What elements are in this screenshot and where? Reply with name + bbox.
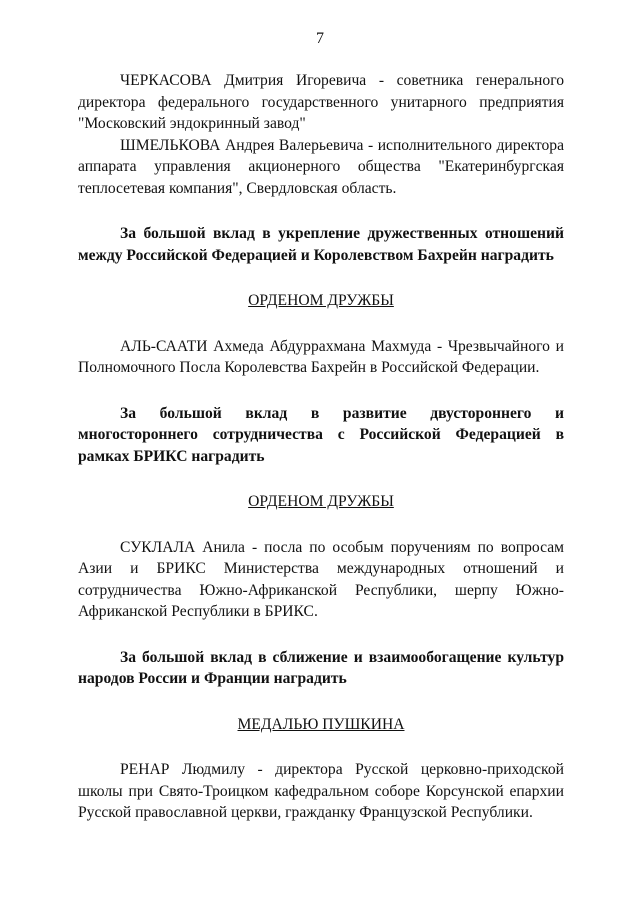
awardee-paragraph: ЧЕРКАСОВА Дмитрия Игоревича - советника генерального директора федерального государственного унитарного предприятия "Московский эндокринный завод": [78, 72, 564, 132]
award-heading-brics: ОРДЕНОМ ДРУЖБЫ: [248, 493, 394, 510]
document-body: [78, 70, 564, 824]
awardee-paragraph-brics: СУКЛАЛА Анила - посла по особым поручениям по вопросам Азии и БРИКС Министерства международных отношений и сотрудничества Южно-Африканской Республики, шерпу Южно-Африканской Республики в БРИКС.: [78, 538, 564, 620]
awardee-paragraph-france: РЕНАР Людмилу - директора Русской церковно-приходской школы при Свято-Троицком кафедральном соборе Корсунской епархии Русской православной церкви, гражданку Французской Республики.: [78, 761, 564, 821]
award-heading-france: МЕДАЛЬЮ ПУШКИНА: [237, 715, 405, 733]
award-heading-bahrain: ОРДЕНОМ ДРУЖБЫ: [248, 292, 394, 309]
awardee-paragraph: ШМЕЛЬКОВА Андрея Валерьевича - исполнительного директора аппарата управления акционерного общества "Екатеринбургская теплосетевая компания", Свердловская область.: [78, 136, 564, 197]
decree-paragraph-france: За большой вклад в сближение и взаимообогащение культур народов России и Франции наградить: [78, 648, 564, 687]
awardee-paragraph-bahrain: АЛЬ-СААТИ Ахмеда Абдуррахмана Махмуда - Чрезвычайного и Полномочного Посла Королевства Бахрейн в Российской Федерации.: [78, 337, 564, 376]
decree-paragraph-brics: За большой вклад в развитие двустороннего и многостороннего сотрудничества с Российской Федерацией в рамках БРИКС наградить: [78, 404, 564, 465]
decree-paragraph-bahrain: За большой вклад в укрепление дружественных отношений между Российской Федерацией и Королевством Бахрейн наградить: [78, 225, 564, 264]
page-number: 7: [316, 30, 324, 47]
